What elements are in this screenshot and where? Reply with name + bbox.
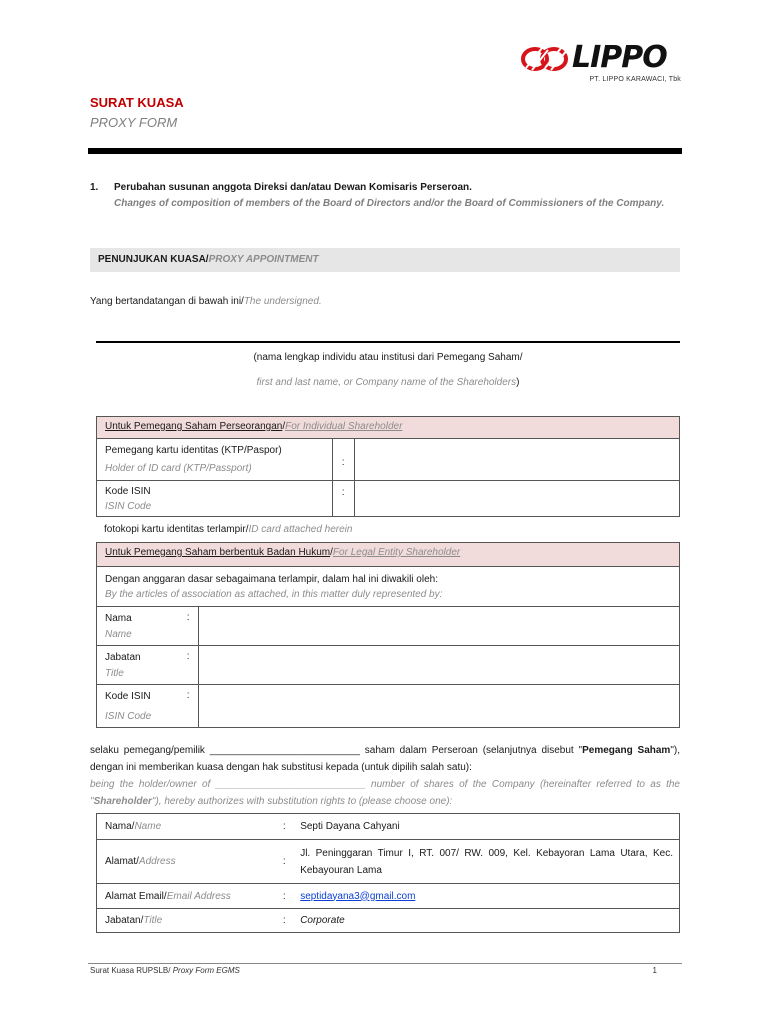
isin-label: Kode ISIN bbox=[105, 486, 151, 497]
individual-header bbox=[97, 417, 679, 432]
legal-header-text: Untuk Pemegang Saham berbentuk Badan Hukum bbox=[105, 547, 331, 558]
individual-header-text: Untuk Pemegang Saham Perseorangan bbox=[105, 421, 283, 432]
proxy-title-label: Jabatan/ bbox=[105, 915, 144, 926]
section-title: PENUNJUKAN KUASA/ bbox=[98, 254, 209, 265]
undersigned-line bbox=[90, 296, 322, 307]
agenda-text: Perubahan susunan anggota Direksi dan/atau Dewan Komisaris Perseroan. bbox=[114, 182, 472, 193]
attached-note bbox=[104, 524, 352, 535]
attached-text: fotokopi kartu identitas terlampir/ bbox=[104, 524, 249, 535]
name-note: (nama lengkap individu atau institusi dari Pemegang Saham/ bbox=[253, 352, 523, 363]
holder-paragraph bbox=[90, 742, 680, 810]
holder-bold: Pemegang Saham bbox=[582, 745, 671, 756]
legal-isin-input[interactable] bbox=[198, 685, 679, 728]
agenda-text-en: Changes of composition of members of the Board of Directors and/or the Board of Commissioners of the Company. bbox=[114, 198, 665, 209]
undersigned-text-en: The undersigned. bbox=[243, 296, 322, 307]
holder-text-en-1: being the holder/owner of ___________________________ number of shares of the Company (hereinafter referred to as the " bbox=[90, 779, 680, 807]
name-note-en-line bbox=[96, 377, 680, 388]
colon: : bbox=[282, 890, 286, 902]
id-card-label-en: Holder of ID card (KTP/Passport) bbox=[105, 463, 252, 474]
footer-doc-name: Surat Kuasa RUPSLB/ bbox=[90, 966, 173, 975]
id-card-input[interactable] bbox=[354, 439, 679, 481]
proxy-title-label-en: Title bbox=[143, 915, 163, 926]
colon: : bbox=[186, 651, 190, 662]
colon: : bbox=[282, 915, 286, 926]
name-note-close: ) bbox=[516, 377, 520, 388]
rep-title-label-en: Title bbox=[105, 668, 124, 679]
company-name: PT. LIPPO KARAWACI, Tbk bbox=[589, 76, 681, 83]
articles-text: Dengan anggaran dasar sebagaimana terlampir, dalam hal ini diwakili oleh: bbox=[105, 574, 438, 585]
lippo-logo bbox=[520, 40, 685, 88]
rep-name-label: Nama bbox=[105, 613, 132, 624]
rep-name-label-en: Name bbox=[105, 629, 132, 640]
individual-shareholder-table bbox=[96, 416, 680, 517]
proxy-address-label: Alamat/ bbox=[105, 856, 139, 867]
holder-text-1: selaku pemegang/pemilik ___________________________ saham dalam Perseroan (selanjutnya disebut " bbox=[90, 745, 583, 756]
document-title-en: PROXY FORM bbox=[90, 115, 178, 130]
footer-divider bbox=[88, 963, 682, 964]
page-number: 1 bbox=[652, 966, 657, 975]
proxy-name-label: Nama/ bbox=[105, 821, 135, 832]
proxy-email-label: Alamat Email/ bbox=[105, 890, 167, 902]
legal-isin-label-en: ISIN Code bbox=[105, 711, 152, 722]
colon: : bbox=[186, 612, 190, 623]
proxy-title-value: Corporate bbox=[294, 909, 679, 933]
colon: : bbox=[341, 457, 345, 468]
isin-label-en: ISIN Code bbox=[105, 501, 152, 512]
proxy-table bbox=[96, 813, 680, 933]
proxy-email-label-en: Email Address bbox=[166, 890, 231, 902]
legal-header-text-en: For Legal Entity Shareholder bbox=[332, 547, 461, 558]
logo-wordmark: LIPPO bbox=[572, 40, 667, 75]
rep-title-label: Jabatan bbox=[105, 652, 141, 663]
isin-input[interactable] bbox=[354, 481, 679, 517]
individual-header-text-en: For Individual Shareholder bbox=[285, 421, 403, 432]
header-sep: / bbox=[330, 547, 333, 558]
proxy-email-link[interactable]: septidayana3@gmail.com bbox=[300, 890, 416, 902]
attached-text-en: ID card attached herein bbox=[248, 524, 353, 535]
rep-name-input[interactable] bbox=[198, 607, 679, 646]
colon: : bbox=[341, 487, 345, 498]
legal-header bbox=[97, 543, 679, 558]
proxy-address-value: Jl. Peninggaran Timur I, RT. 007/ RW. 009, Kel. Kebayoran Lama Utara, Kec. Kebayouran Lama bbox=[294, 840, 679, 884]
lippo-emblem-icon bbox=[520, 44, 574, 74]
articles-text-en: By the articles of association as attached, in this matter duly represented by: bbox=[105, 589, 443, 600]
id-card-label: Pemegang kartu identitas (KTP/Paspor) bbox=[105, 445, 282, 456]
title-divider bbox=[88, 148, 682, 154]
footer-doc-name-en: Proxy Form EGMS bbox=[172, 966, 240, 975]
shareholder-name-field[interactable] bbox=[96, 341, 680, 343]
footer-text bbox=[90, 966, 240, 975]
proxy-name-value: Septi Dayana Cahyani bbox=[294, 814, 679, 840]
holder-text-en-2: "), hereby authorizes with substitution rights to (please choose one): bbox=[151, 796, 453, 807]
colon: : bbox=[282, 821, 286, 832]
undersigned-text: Yang bertandatangan di bawah ini/ bbox=[90, 296, 244, 307]
document-title: SURAT KUASA bbox=[90, 95, 184, 110]
holder-bold-en: Shareholder bbox=[93, 796, 152, 807]
holder-text-2: "), dengan ini memberikan kuasa dengan hak substitusi kepada (untuk dipilih salah satu): bbox=[90, 745, 680, 773]
header-sep: / bbox=[282, 421, 286, 432]
agenda-number: 1. bbox=[90, 182, 99, 193]
colon: : bbox=[282, 856, 286, 867]
colon: : bbox=[186, 690, 190, 701]
rep-title-input[interactable] bbox=[198, 646, 679, 685]
name-note-en: first and last name, or Company name of the Shareholders bbox=[256, 377, 517, 388]
legal-isin-label: Kode ISIN bbox=[105, 691, 151, 702]
legal-entity-table bbox=[96, 542, 680, 728]
section-header bbox=[90, 248, 680, 272]
proxy-address-label-en: Address bbox=[138, 856, 176, 867]
section-title-en: PROXY APPOINTMENT bbox=[208, 254, 319, 265]
proxy-name-label-en: Name bbox=[134, 821, 162, 832]
